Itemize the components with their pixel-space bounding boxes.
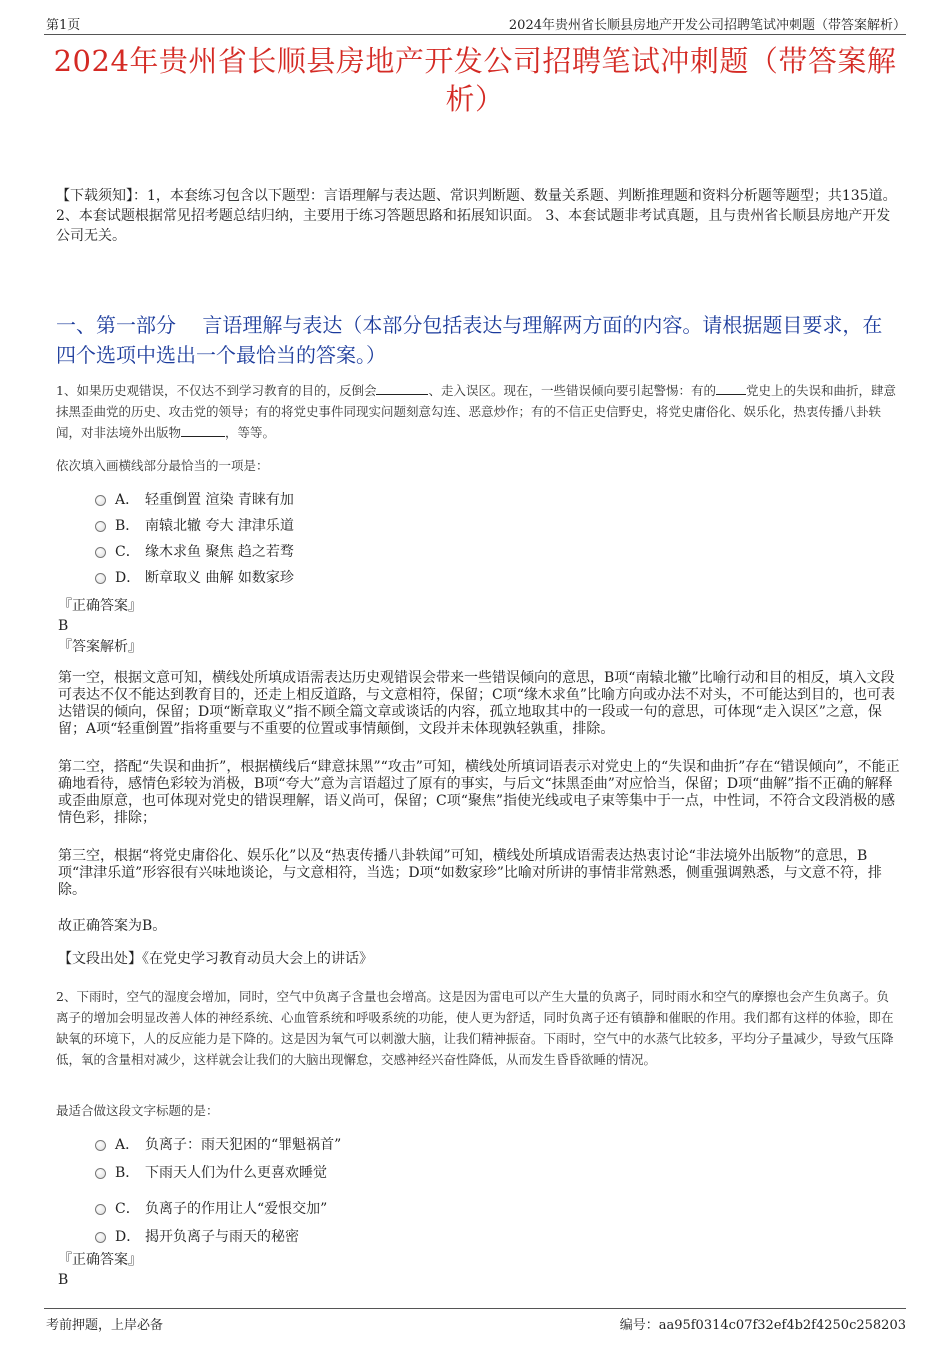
option-a[interactable]: A． 负离子：雨天犯困的“罪魁祸首” [95, 1131, 341, 1159]
section-heading: 一、第一部分 言语理解与表达（本部分包括表达与理解两方面的内容。请根据题目要求，在四个选项中选出一个最恰当的答案。） [56, 313, 883, 367]
option-d[interactable]: D． 揭开负离子与雨天的秘密 [95, 1223, 341, 1251]
answer-label: 『正确答案』 [58, 1252, 142, 1268]
blank-2 [716, 382, 746, 395]
radio-icon[interactable] [95, 573, 106, 584]
radio-icon[interactable] [95, 1204, 106, 1215]
radio-icon[interactable] [95, 1140, 106, 1151]
option-d[interactable]: D． 断章取义 曲解 如数家珍 [95, 565, 294, 591]
answer-label: 『正确答案』 [58, 598, 142, 614]
download-notice: 【下载须知】：1，本套练习包含以下题型：言语理解与表达题、常识判断题、数量关系题、判断推理题和资料分析题等题型；共135道。 2、本套试题根据常见招考题总结归纳，主要用于练习答题思路和拓展知识面。 3、本套试题非考试真题，且与贵州省长顺县房地产开发公司无关。 [56, 188, 897, 244]
analysis-paragraph: 第一空，根据文意可知，横线处所填成语需表达历史观错误会带来一些错误倾向的意思，B项“南辕北辙”比喻行动和目的相反，填入文段可表达不仅不能达到教育目的，还走上相反道路，与文意相符，保留；C项“缘木求鱼”比喻方向或办法不对头，不可能达到目的，也可表达错误的倾向，保留；D项“断章取义”指不顾全篇文章或谈话的内容，孤立地取其中的一段或一句的意思，可体现“走入误区”之意，保留；A项“轻重倒置”指将重要与不重要的位置或事情颠倒，文段并未体现孰轻孰重，排除。 [58, 670, 896, 737]
option-b[interactable]: B． 南辕北辙 夸大 津津乐道 [95, 513, 294, 539]
correct-answer: B [58, 1272, 69, 1288]
option-c[interactable]: C． 负离子的作用让人“爱恨交加” [95, 1195, 341, 1223]
option-c[interactable]: C． 缘木求鱼 聚焦 趋之若骛 [95, 539, 294, 565]
radio-icon[interactable] [95, 1232, 106, 1243]
question-2-stem: 2、下雨时，空气的湿度会增加，同时，空气中负离子含量也会增高。这是因为雷电可以产生大量的负离子，同时雨水和空气的摩擦也会产生负离子。负离子的增加会明显改善人体的神经系统、心血管系统和呼吸系统的功能，使人更为舒适，同时负离子还有镇静和催眠的作用。我们都有这样的体验，即在缺氧的环境下，人的反应能力是下降的。这是因为氧气可以刺激大脑，让我们精神振奋。下雨时，空气中的水蒸气比较多，平均分子量减少，导致气压降低，氧的含量相对减少，这样就会让我们的大脑出现懈怠，交感神经兴奋性降低，从而发生昏昏欲睡的情况。 [56, 989, 894, 1067]
header-doc-title: 2024年贵州省长顺县房地产开发公司招聘笔试冲刺题（带答案解析） [508, 18, 906, 33]
question-2-options [95, 1131, 341, 1251]
question-2-prompt: 最适合做这段文字标题的是： [56, 1103, 219, 1118]
blank-1 [376, 382, 428, 395]
analysis-paragraph: 第二空，搭配“失误和曲折”，根据横线后“肆意抹黑”“攻击”可知，横线处所填词语表示对党史上的“失误和曲折”存在“错误倾向”，不能正确地看待，感情色彩较为消极，B项“夸大”意为言语超过了原有的事实，与后文“抹黑歪曲”对应恰当，保留；D项“曲解”指不正确的解释或歪曲原意，也可体现对党史的错误理解，语义尚可，保留；C项“聚焦”指使光线或电子束等集中于一点，中性词，不符合文段消极的感情色彩，排除； [58, 759, 900, 826]
correct-answer: B [58, 618, 69, 634]
page-footer [44, 1308, 906, 1331]
analysis-paragraph: 第三空，根据“将党史庸俗化、娱乐化”以及“热衷传播八卦轶闻”可知，横线处所填成语需表达热衷讨论“非法境外出版物”的意思，B项“津津乐道”形容很有兴味地谈论，与文意相符，当选；D项“如数家珍”比喻对所讲的事情非常熟悉，侧重强调熟悉，与文意不符，排除。 [58, 848, 882, 898]
document-title: 2024年贵州省长顺县房地产开发公司招聘笔试冲刺题（带答案解析） [53, 44, 897, 116]
page-header [44, 12, 906, 35]
source-citation: 【文段出处】《在党史学习教育动员大会上的讲话》 [58, 951, 373, 967]
analysis-label: 『答案解析』 [58, 639, 142, 655]
radio-icon[interactable] [95, 495, 106, 506]
radio-icon[interactable] [95, 1168, 106, 1179]
radio-icon[interactable] [95, 547, 106, 558]
page-number: 第1页 [46, 18, 81, 33]
blank-3 [181, 424, 225, 437]
analysis-conclusion: 故正确答案为B。 [58, 918, 167, 934]
option-a[interactable]: A． 轻重倒置 渲染 青睐有加 [95, 487, 294, 513]
footer-doc-id: 编号：aa95f0314c07f32ef4b2f4250c258203 [619, 1318, 906, 1333]
radio-icon[interactable] [95, 521, 106, 532]
option-b[interactable]: B． 下雨天人们为什么更喜欢睡觉 [95, 1159, 341, 1195]
footer-slogan: 考前押题，上岸必备 [46, 1318, 164, 1333]
question-1-options [95, 487, 294, 591]
question-1-prompt: 依次填入画横线部分最恰当的一项是： [56, 458, 269, 473]
question-1-stem: 1、如果历史观错误，不仅达不到学习教育的目的，反倒会 、走入误区。现在，一些错误倾向要引起警惕：有的 党史上的失误和曲折，肆意抹黑歪曲党的历史、攻击党的领导；有的将党史事件同现实问题刻意勾连、恶意炒作；有的不信正史信野史，将党史庸俗化、娱乐化，热衷传播八卦轶闻，对非法境外出版物 ，等等。 [56, 383, 896, 440]
